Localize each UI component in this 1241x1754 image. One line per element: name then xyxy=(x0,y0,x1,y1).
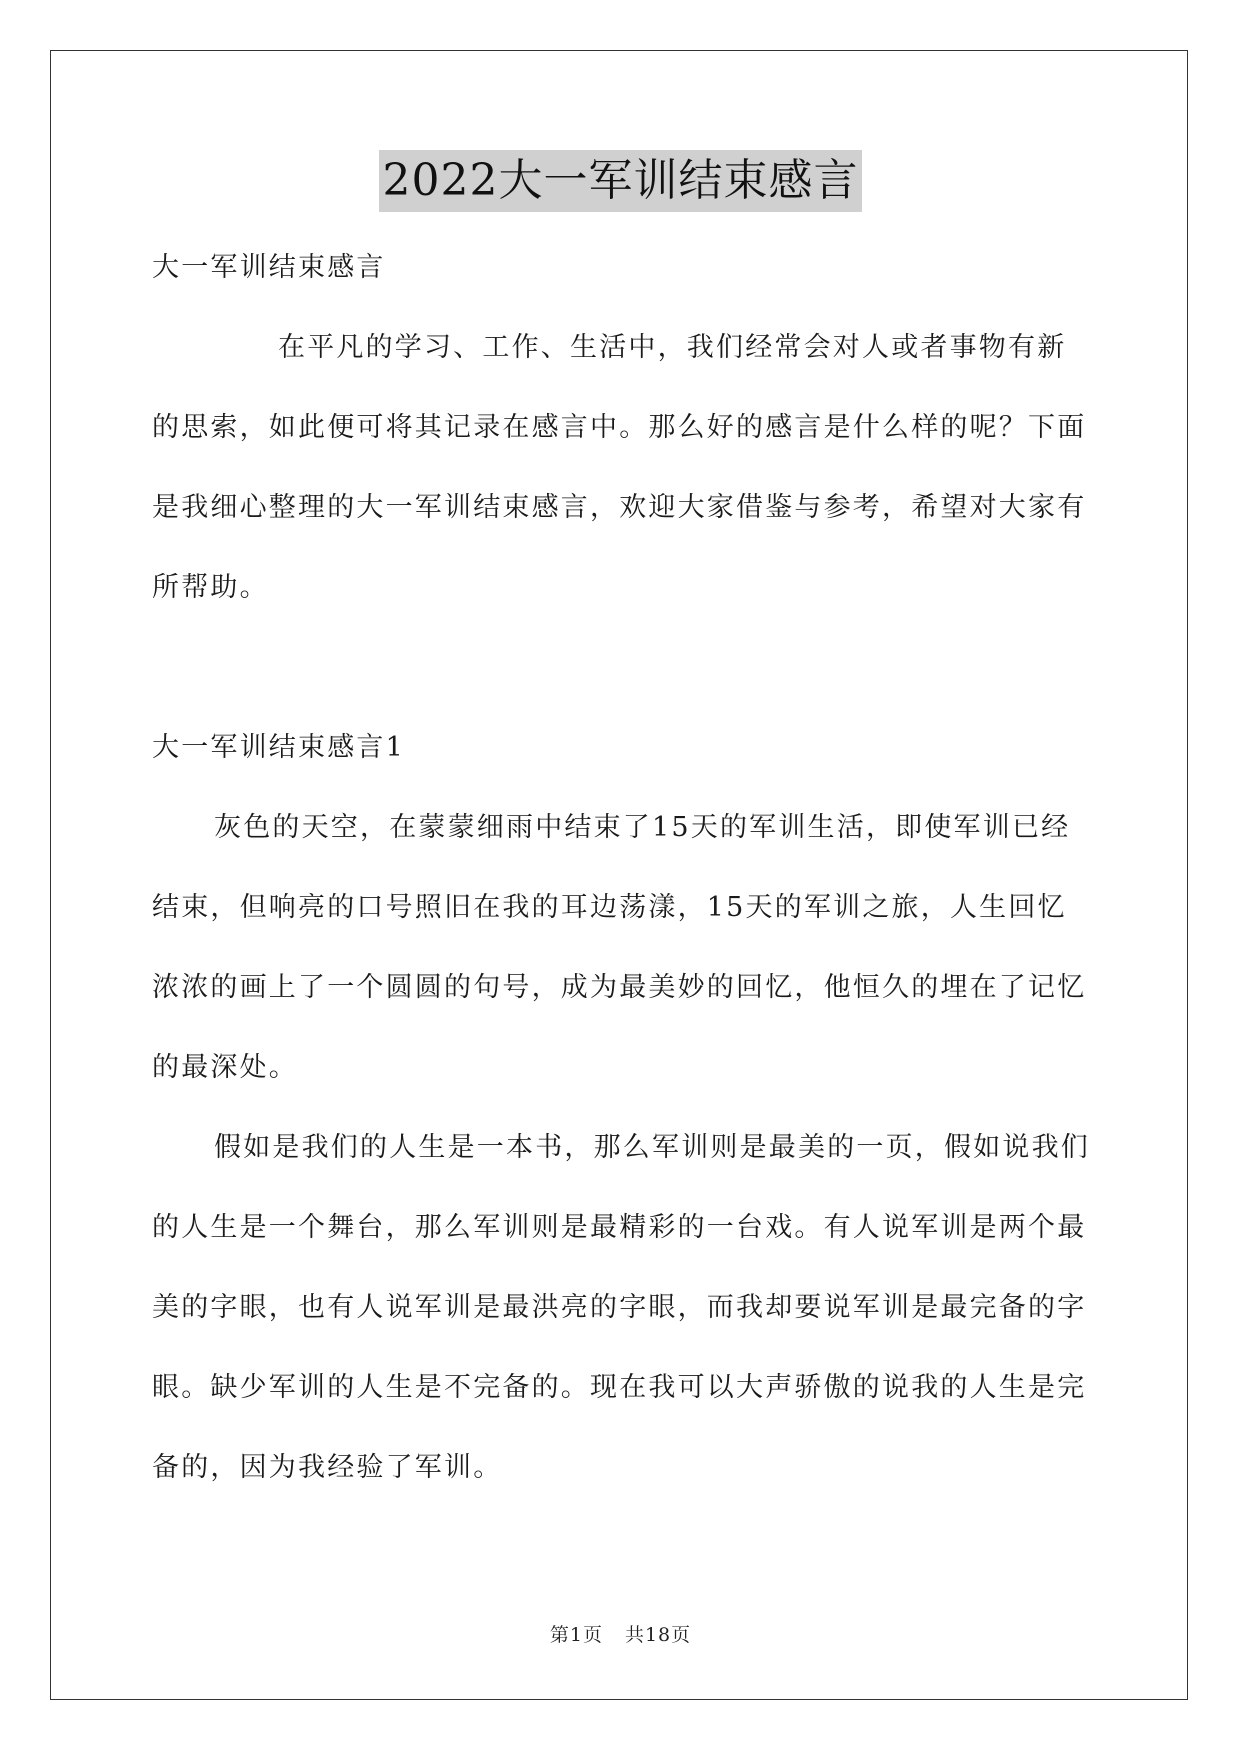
section1-paragraph-1: 灰色的天空，在蒙蒙细雨中结束了15天的军训生活，即使军训已经结束，但响亮的口号照旧在我的耳边荡漾，15天的军训之旅，人生回忆浓浓的画上了一个圆圆的句号，成为最美妙的回忆，他恒久的埋在了记忆的最深处。 xyxy=(152,812,1087,1083)
title-container xyxy=(0,150,1241,212)
intro-paragraph: 在平凡的学习、工作、生活中，我们经常会对人或者事物有新的思索，如此便可将其记录在感言中。那么好的感言是什么样的呢？下面是我细心整理的大一军训结束感言，欢迎大家借鉴与参考，希望对大家有所帮助。 xyxy=(152,332,1087,603)
page-number: 第1页 xyxy=(549,1624,603,1646)
document-title: 2022大一军训结束感言 xyxy=(379,150,863,212)
section-spacer xyxy=(152,628,1092,708)
page-total: 共18页 xyxy=(624,1624,692,1646)
section1-paragraph-2: 假如是我们的人生是一本书，那么军训则是最美的一页，假如说我们的人生是一个舞台，那么军训则是最精彩的一台戏。有人说军训是两个最美的字眼，也有人说军训是最洪亮的字眼，而我却要说军训是最完备的字眼。缺少军训的人生是不完备的。现在我可以大声骄傲的说我的人生是完备的，因为我经验了军训。 xyxy=(152,1132,1090,1483)
section1-heading: 大一军训结束感言1 xyxy=(152,732,405,763)
intro-heading: 大一军训结束感言 xyxy=(152,252,386,283)
document-body xyxy=(152,228,1092,1508)
page-footer xyxy=(0,1620,1241,1647)
